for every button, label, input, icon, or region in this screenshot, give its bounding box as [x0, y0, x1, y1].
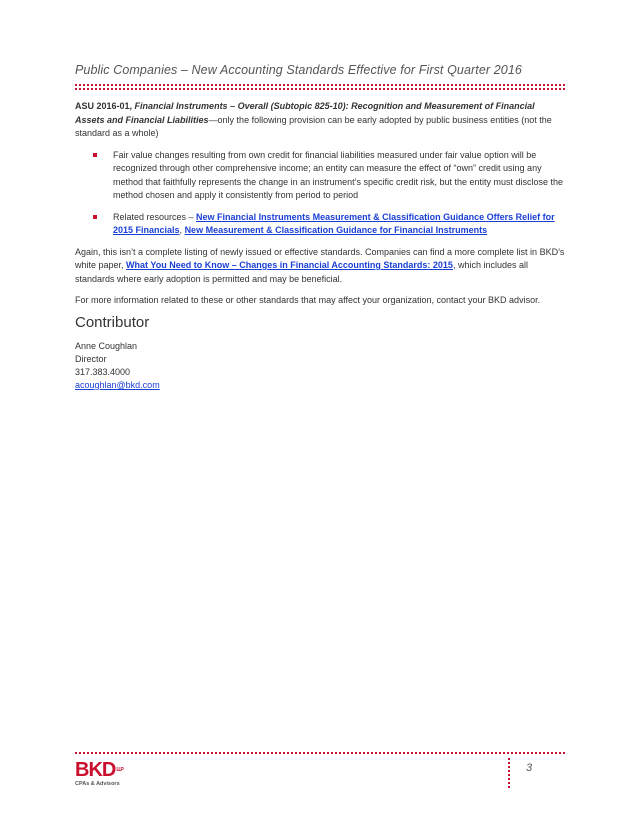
contributor-title: Director	[75, 354, 107, 364]
related-resources-label: Related resources –	[113, 211, 197, 222]
resource-link-measurement-guidance[interactable]: New Measurement & Classification Guidance for Financial Instruments	[184, 225, 488, 235]
page-number: 3	[526, 762, 533, 774]
list-item	[113, 149, 565, 203]
white-paper-paragraph	[75, 246, 565, 287]
header-dotted-rule	[75, 84, 565, 86]
bullet-text: Fair value changes resulting from own credit for financial liabilities measured under fair value option will be recognized through other comprehensive income; an entity can measure the effect of “own” credit using any method that faithfully represents the change in an instrument’s specific credit risk, but the entity must disclose the method chosen and apply it consistently from period to period	[113, 149, 564, 200]
main-content	[75, 100, 565, 316]
bullet-square-icon	[93, 215, 97, 219]
list-item	[113, 211, 565, 238]
contributor-heading: Contributor	[75, 314, 150, 331]
asu-code: ASU 2016-01,	[75, 101, 135, 111]
asu-title: Financial Instruments – Overall (Subtopic 825-10): Recognition and Measurement of Financial Assets and Financial Liabilities	[75, 101, 535, 125]
footer-dotted-rule	[75, 752, 565, 754]
footer-vertical-dots	[508, 758, 514, 788]
bullet-square-icon	[93, 153, 97, 157]
provision-list	[75, 149, 565, 238]
contributor-email-link[interactable]: acoughlan@bkd.com	[75, 380, 160, 390]
white-paper-link[interactable]: What You Need to Know – Changes in Financial Accounting Standards: 2015	[126, 260, 453, 270]
logo-wordmark: BKD	[75, 759, 116, 781]
running-header-title: Public Companies – New Accounting Standards Effective for First Quarter 2016	[75, 63, 522, 77]
header-dotted-rule-second	[75, 88, 565, 90]
contributor-name: Anne Coughlan	[75, 341, 138, 351]
logo-llp: LLP	[116, 767, 123, 773]
contact-advisor-paragraph: For more information related to these or other standards that may affect your organization, contact your BKD advisor.	[75, 295, 541, 305]
bkd-logo	[75, 760, 135, 790]
white-paper-intro: Again, this isn’t a complete listing of newly issued or effective standards. Companies can find a more complete list in BKD’s white paper,	[75, 246, 565, 270]
white-paper-outro: , which includes all standards where early adoption is permitted and may be beneficial.	[75, 260, 528, 284]
contributor-block	[75, 340, 160, 392]
asu-paragraph	[75, 100, 565, 141]
resource-link-relief-2015[interactable]: New Financial Instruments Measurement & Classification Guidance Offers Relief for 2015 Financials	[113, 211, 555, 235]
asu-description: —only the following provision can be early adopted by public business entities (not the standard as a whole)	[75, 114, 552, 138]
contributor-phone: 317.383.4000	[75, 367, 131, 377]
resource-separator: ,	[179, 225, 185, 235]
logo-tagline: CPAs & Advisors	[75, 781, 120, 787]
